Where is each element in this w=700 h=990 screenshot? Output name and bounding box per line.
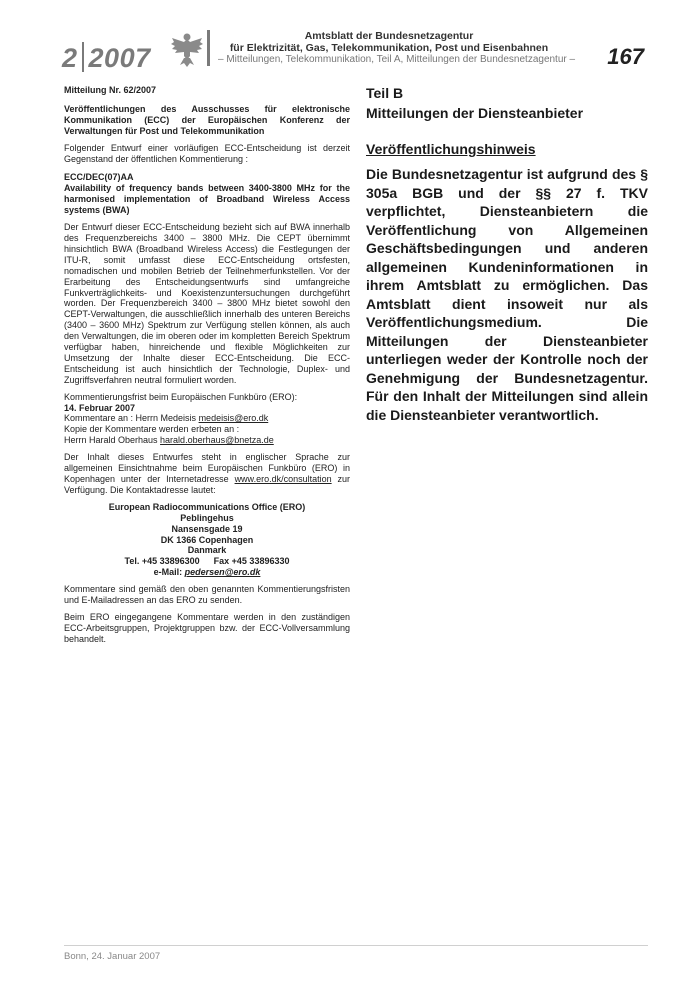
mitteilung-heading: Veröffentlichungen des Ausschusses für elektronische Kommunikation (ECC) der Europäischen Konferenz der Verwaltungen für Post und Telekommunikation — [64, 103, 350, 136]
address-email-label: e-Mail: — [153, 567, 185, 578]
notice-heading: Veröffentlichungshinweis — [366, 141, 536, 157]
decision-title: Availability of frequency bands between 3400-3800 MHz for the harmonised implementation of Broadband Wireless Access systems (BWA) — [64, 183, 350, 216]
address-country: Danmark — [187, 545, 227, 556]
part-label: Teil B — [366, 85, 404, 101]
consultation-link[interactable]: www.ero.dk/consultation — [234, 474, 332, 484]
intro-paragraph: Folgender Entwurf einer vorläufigen ECC-Entscheidung ist derzeit Gegenstand der öffentlichen Kommentierung : — [64, 142, 350, 164]
address-fax: Fax +45 33896330 — [213, 556, 290, 567]
para2-prefix: Der Inhalt dieses Entwurfes steht in englischer Sprache zur allgemeinen Einsichtnahme beim Europäischen Funkbüro (ERO) in Kopenhagen unter der Internetadresse — [64, 452, 350, 484]
publisher-line-2: für Elektrizität, Gas, Telekommunikation, Post und Eisenbahnen — [229, 42, 549, 54]
publisher-line-1: Amtsblatt der Bundesnetzagentur — [304, 30, 474, 42]
address-email-line — [64, 567, 350, 578]
comments-to-line — [64, 413, 350, 424]
issue-year: 2007 — [88, 43, 151, 73]
decision-code: ECC/DEC(07)AA — [64, 172, 134, 183]
federal-eagle-icon — [170, 30, 204, 68]
body-paragraph-2 — [64, 452, 350, 496]
comments-email-link[interactable]: medeisis@ero.dk — [198, 413, 269, 424]
address-tel: Tel. +45 33896300 — [124, 556, 200, 567]
address-phone-fax — [64, 556, 350, 567]
body-paragraph-3: Kommentare sind gemäß den oben genannten Kommentierungsfristen und E-Mailadressen an das ERO zu senden. — [64, 584, 350, 606]
address-city: DK 1366 Copenhagen — [160, 534, 254, 545]
issue-separator — [82, 42, 84, 72]
address-email-link[interactable]: pedersen@ero.dk — [184, 567, 261, 578]
issue-label — [62, 42, 151, 74]
comments-to-prefix: Kommentare an : Herrn Medeisis — [64, 413, 199, 424]
issue-number: 2 — [62, 43, 78, 73]
copy-line: Kopie der Kommentare werden erbeten an : — [64, 424, 240, 435]
deadline-label: Kommentierungsfrist beim Europäischen Funkbüro (ERO): — [64, 391, 298, 402]
copy-to-line — [64, 435, 350, 446]
address-street-2: Nansensgade 19 — [171, 523, 243, 534]
footer-divider — [64, 945, 648, 946]
mitteilung-number: Mitteilung Nr. 62/2007 — [64, 85, 157, 95]
copy-email-link[interactable]: harald.oberhaus@bnetza.de — [160, 435, 274, 446]
address-block — [64, 502, 350, 578]
part-title: Mitteilungen der Diensteanbieter — [366, 105, 584, 121]
right-column — [366, 85, 648, 424]
address-street-1: Peblingehus — [180, 512, 234, 523]
footer-place-date: Bonn, 24. Januar 2007 — [64, 951, 161, 962]
notice-body: Die Bundesnetzagentur ist aufgrund des § 305a BGB und der §§ 27 f. TKV verpflichtet, Diensteanbietern die Veröffentlichung von Allgemeinen Geschäftsbedingungen und anderen allgemeinen Kundeninformationen in ihrem Amtsblatt zu ermöglichen. Das Amtsblatt dient insoweit nur als Veröffentlichungsmedium. Die Mitteilungen der Diensteanbieter unterliegen weder der Kontrolle noch der Genehmigung der Bundesnetzagentur. Für den Inhalt der Mitteilungen sind allein die Diensteanbieter verantwortlich. — [366, 166, 648, 423]
para2-suffix: zur Verfügung. Die Kontaktadresse lautet: — [64, 474, 350, 495]
deadline-date: 14. Februar 2007 — [64, 402, 136, 413]
address-org: European Radiocommunications Office (ERO) — [108, 501, 306, 512]
body-paragraph-1: Der Entwurf dieser ECC-Entscheidung bezieht sich auf BWA innerhalb des Frequenzbereichs 3400 – 3800 MHz. Die CEPT übernimmt hinsichtlich BWA (Broadband Wireless Access) die Festlegungen der ITU-R, somit umfasst diese ECC-Entscheidung ortsfesten, nomadischen und mobilen Betrieb der Teilnehmerfunkstellen. Vor der Erarbeitung des Entscheidungsentwurfs sind umfangreiche Funkverträglichkeits- und Koexistenzuntersuchungen durchgeführt worden. Der Frequenzbereich 3400 – 3800 MHz bietet sowohl den CEPT-Verwaltungen, die ausschließlich innerhalb des unteren Bereichs (3400 – 3600 MHz) Spektrum zur Verfügung stellen können, als auch den Verwaltungen, die im oberen oder im kompletten Bereich Spektrum verfügbar haben, hinreichende und flexible Möglichkeiten zur Umsetzung der Inhalte dieser ECC-Entscheidung. Die ECC-Entscheidung ist auch hinsichtlich der Technologie, Duplex- und Zugriffsverfahren neutral formuliert worden. — [64, 222, 350, 385]
body-paragraph-4: Beim ERO eingegangene Kommentare werden in den zuständigen ECC-Arbeitsgruppen, Projektgruppen bzw. der ECC-Vollversammlung behandelt. — [64, 611, 350, 644]
copy-to-prefix: Herrn Harald Oberhaus — [64, 435, 161, 446]
page-number: 167 — [607, 44, 644, 69]
left-column — [64, 85, 350, 651]
header-subtitle: – Mitteilungen, Telekommunikation, Teil A, Mitteilungen der Bundesnetzagentur – — [218, 54, 576, 65]
